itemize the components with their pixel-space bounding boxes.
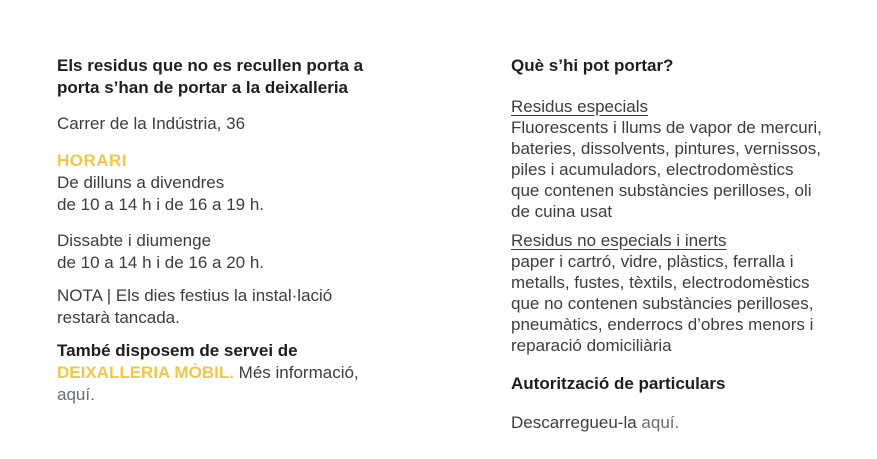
schedule-weekend-line: Dissabte i diumenge [57, 231, 212, 250]
schedule-weekend [57, 230, 457, 274]
more-info-link[interactable]: aquí. [57, 385, 95, 404]
holiday-note-line: restarà tancada. [57, 308, 180, 327]
special-waste-line: piles i acumuladors, electrodomèstics [511, 160, 794, 179]
page-title [57, 55, 457, 99]
non-special-waste-heading: Residus no especials i inerts [511, 231, 727, 250]
non-special-waste-line: pneumàtics, enderrocs d’obres menors i [511, 315, 814, 334]
holiday-note-line: NOTA | Els dies festius la instal·lació [57, 286, 333, 305]
non-special-waste-section [511, 230, 871, 356]
non-special-waste-line: paper i cartró, vidre, plàstics, ferralla i [511, 252, 794, 271]
holiday-note [57, 285, 457, 329]
what-can-bring-title: Què s’hi pot portar? [511, 56, 674, 75]
mobile-service-link-line [57, 384, 457, 406]
download-line [511, 412, 871, 434]
schedule-weekdays-line: de 10 a 14 h i de 16 a 19 h. [57, 195, 265, 214]
authorization-heading: Autorització de particulars [511, 374, 726, 393]
mobile-service-info [57, 340, 457, 406]
special-waste-line: Fluorescents i llums de vapor de mercuri, [511, 118, 822, 137]
schedule-weekdays [57, 150, 457, 216]
page-title-line: Els residus que no es recullen porta a [57, 56, 364, 75]
mobile-service-highlight: DEIXALLERIA MÒBIL. [57, 363, 234, 382]
download-text: Descarregueu-la [511, 413, 637, 432]
schedule-weekend-line: de 10 a 14 h i de 16 a 20 h. [57, 253, 265, 272]
right-column [511, 55, 871, 434]
mobile-service-intro: També disposem de servei de [57, 341, 298, 360]
non-special-waste-line: que no contenen substàncies perilloses, [511, 294, 814, 313]
mobile-service-line [57, 362, 457, 384]
special-waste-line: bateries, dissolvents, pintures, vernissos, [511, 139, 821, 158]
special-waste-heading: Residus especials [511, 97, 649, 116]
address-text: Carrer de la Indústria, 36 [57, 114, 246, 133]
non-special-waste-line: metalls, fustes, tèxtils, electrodomèstics [511, 273, 810, 292]
special-waste-line: de cuina usat [511, 202, 613, 221]
more-info-text: Més informació, [238, 363, 359, 382]
download-link[interactable]: aquí. [641, 413, 680, 432]
special-waste-line: que contenen substàncies perilloses, oli [511, 181, 812, 200]
non-special-waste-line: reparació domiciliària [511, 336, 672, 355]
left-column [57, 55, 457, 406]
special-waste-section [511, 96, 871, 222]
schedule-weekdays-line: De dilluns a divendres [57, 173, 225, 192]
page-title-line: porta s’han de portar a la deixalleria [57, 78, 348, 97]
horari-label: HORARI [57, 151, 128, 170]
